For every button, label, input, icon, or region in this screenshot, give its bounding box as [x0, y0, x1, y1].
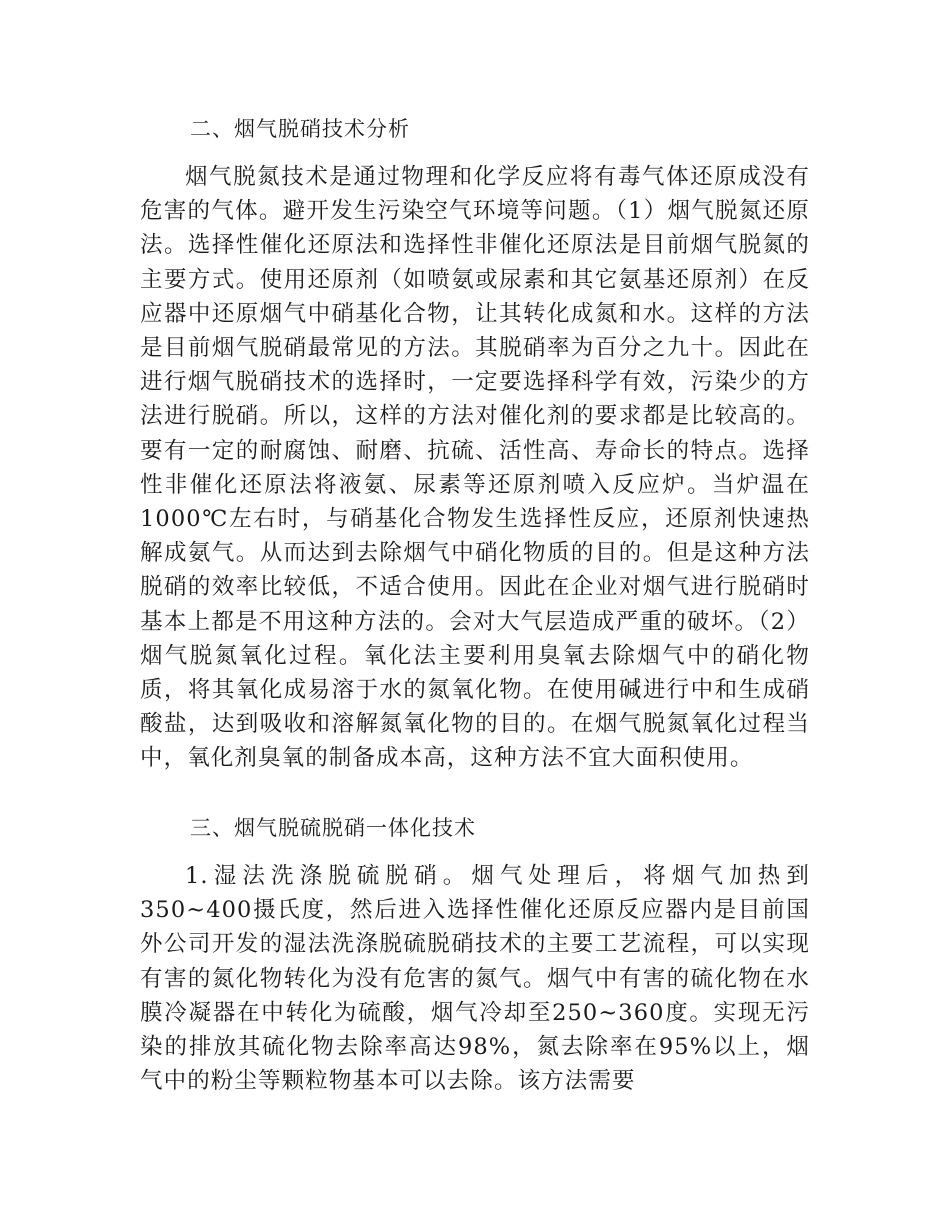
section-2-paragraph: 烟气脱氮技术是通过物理和化学反应将有毒气体还原成没有危害的气体。避开发生污染空气环境等问题。（1）烟气脱氮还原法。选择性催化还原法和选择性非催化还原法是目前烟气脱氮的主要方式。使用还原剂（如喷氨或尿素和其它氨基还原剂）在反应器中还原烟气中硝基化合物，让其转化成氮和水。这样的方法是目前烟气脱硝最常见的方法。其脱硝率为百分之九十。因此在进行烟气脱硝技术的选择时，一定要选择科学有效，污染少的方法进行脱硝。所以，这样的方法对催化剂的要求都是比较高的。要有一定的耐腐蚀、耐磨、抗硫、活性高、寿命长的特点。选择性非催化还原法将液氨、尿素等还原剂喷入反应炉。当炉温在1000℃左右时，与硝基化合物发生选择性反应，还原剂快速热解成氨气。从而达到去除烟气中硝化物质的目的。但是这种方法脱硝的效率比较低，不适合使用。因此在企业对烟气进行脱硝时基本上都是不用这种方法的。会对大气层造成严重的破坏。（2）烟气脱氮氧化过程。氧化法主要利用臭氧去除烟气中的硝化物质，将其氧化成易溶于水的氮氧化物。在使用碱进行中和生成硝酸盐，达到吸收和溶解氮氧化物的目的。在烟气脱氮氧化过程当中，氧化剂臭氧的制备成本高，这种方法不宜大面积使用。	[140, 164, 810, 772]
section-2-heading: 二、烟气脱硝技术分析	[190, 117, 410, 141]
section-3-heading: 三、烟气脱硫脱硝一体化技术	[190, 816, 476, 840]
section-3-paragraph: 1.湿法洗涤脱硫脱硝。烟气处理后，将烟气加热到350~400摄氏度，然后进入选择性催化还原反应器内是目前国外公司开发的湿法洗涤脱硫脱硝技术的主要工艺流程，可以实现有害的氮化物转化为没有危害的氮气。烟气中有害的硫化物在水膜冷凝器在中转化为硫酸，烟气冷却至250~360度。实现无污染的排放其硫化物去除率高达98%，氮去除率在95%以上，烟气中的粉尘等颗粒物基本可以去除。该方法需要	[140, 863, 810, 1095]
